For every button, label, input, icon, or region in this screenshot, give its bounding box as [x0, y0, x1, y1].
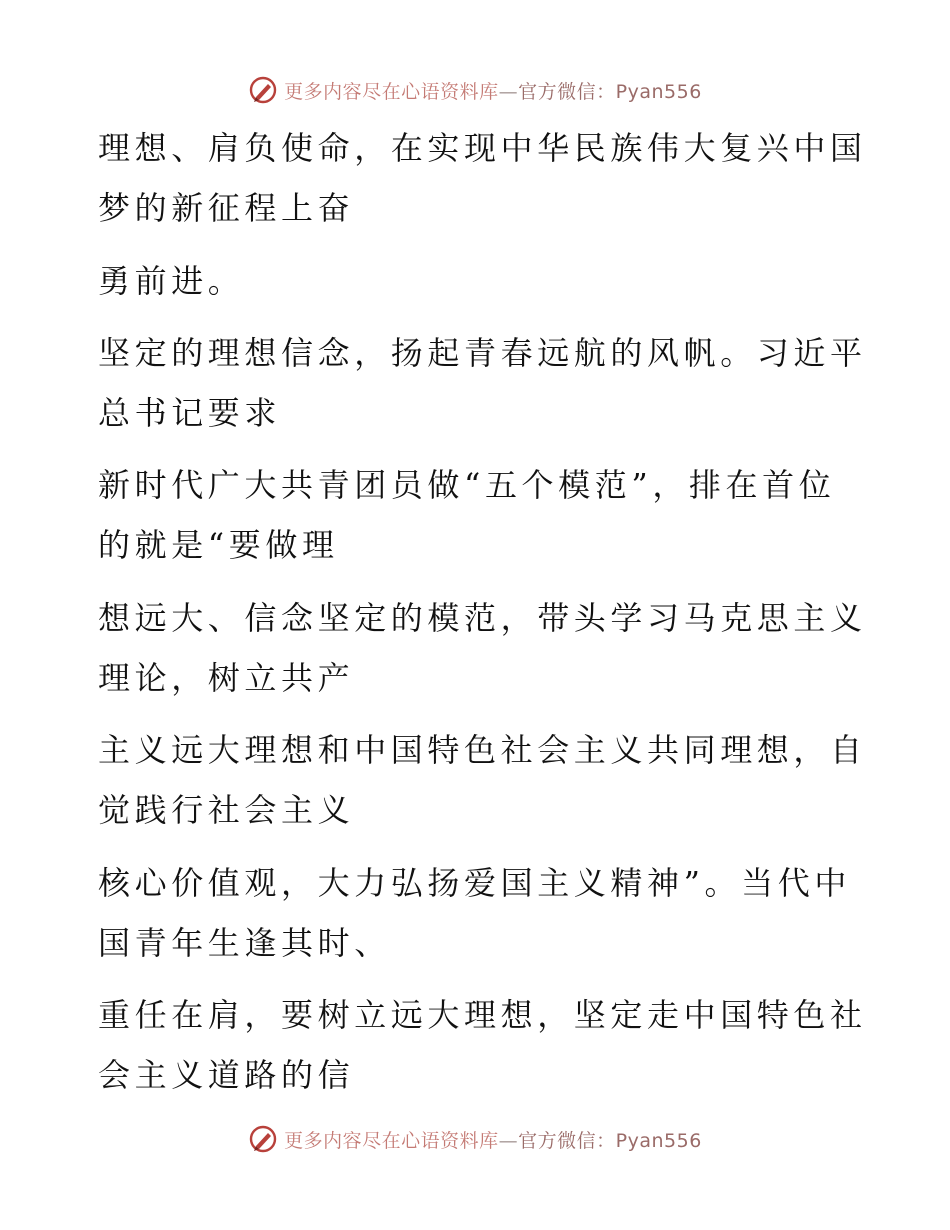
text-line: 坚定的理想信念，扬起青春远航的风帆。习近平 [98, 334, 867, 372]
paragraph-3 [98, 323, 867, 443]
text-line: 勇前进。 [98, 262, 245, 300]
text-line: 的就是“要做理 [98, 526, 339, 564]
watermark-dash: — [498, 1129, 519, 1152]
text-line: 理想、肩负使命，在实现中华民族伟大复兴中国 [98, 129, 867, 167]
header-watermark [0, 70, 950, 110]
text-line: 国青年生逢其时、 [98, 924, 391, 962]
text-line: 总书记要求 [98, 394, 282, 432]
text-line: 重任在肩，要树立远大理想，坚定走中国特色社 [98, 996, 867, 1034]
paragraph-7 [98, 853, 851, 973]
watermark-contact: 官方微信：Pyan556 [518, 80, 702, 103]
watermark-contact: 官方微信：Pyan556 [518, 1129, 702, 1152]
paragraph-1 [98, 118, 867, 238]
paragraph-4 [98, 455, 838, 575]
paragraph-8 [98, 985, 867, 1105]
text-line: 新时代广大共青团员做“五个模范”，排在首位 [98, 466, 836, 504]
pen-logo-icon [248, 75, 278, 105]
footer-watermark [0, 1119, 950, 1159]
text-line: 理论，树立共产 [98, 659, 355, 697]
text-line: 觉践行社会主义 [98, 791, 355, 829]
watermark-dash: — [498, 80, 519, 103]
text-line: 梦的新征程上奋 [98, 189, 355, 227]
text-line: 主义远大理想和中国特色社会主义共同理想，自 [98, 731, 867, 769]
text-line: 会主义道路的信 [98, 1056, 355, 1094]
text-line: 想远大、信念坚定的模范，带头学习马克思主义 [98, 599, 867, 637]
watermark-main: 更多内容尽在心语资料库 [284, 80, 499, 103]
paragraph-5 [98, 588, 867, 708]
paragraph-2 [98, 251, 838, 311]
text-line: 核心价值观，大力弘扬爱国主义精神”。当代中 [98, 864, 851, 902]
paragraph-6 [98, 720, 867, 840]
watermark-text [284, 77, 702, 104]
watermark-main: 更多内容尽在心语资料库 [284, 1129, 499, 1152]
watermark-text [284, 1126, 702, 1153]
pen-logo-icon [248, 1124, 278, 1154]
